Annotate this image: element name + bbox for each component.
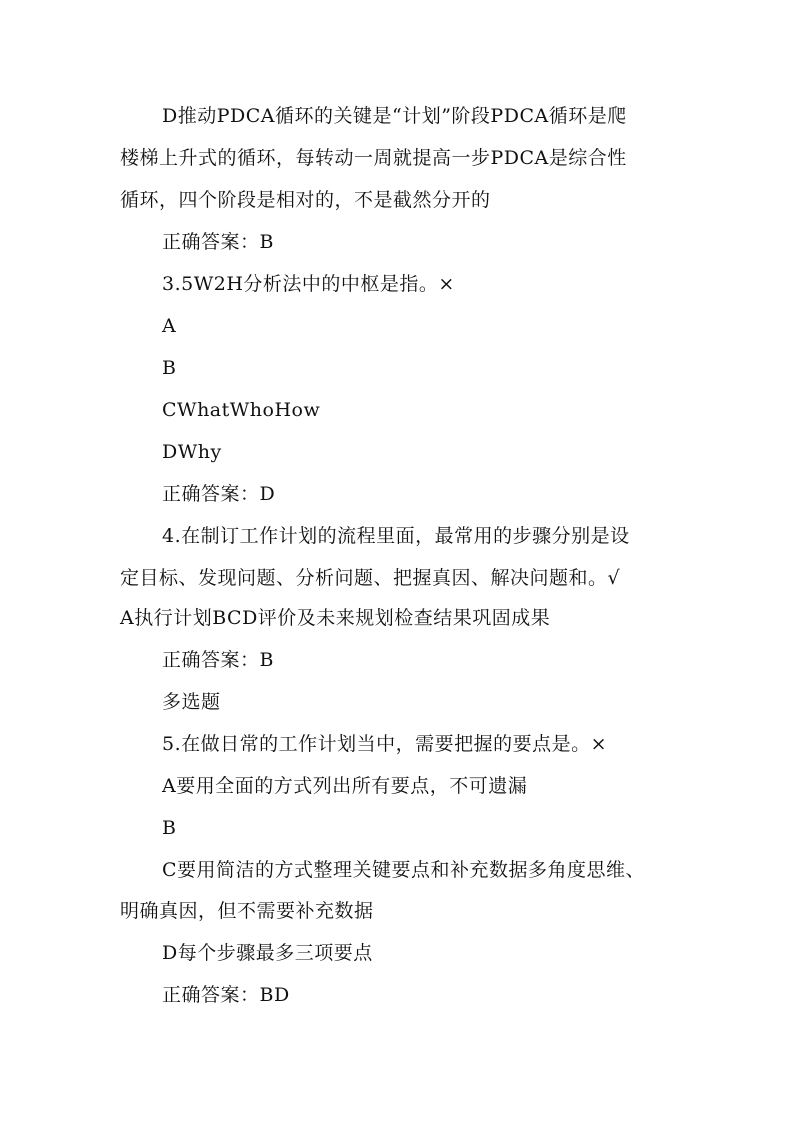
option-d-line-1: D推动PDCA循环的关键是“计划”阶段PDCA循环是爬: [162, 105, 627, 127]
answer-q2: 正确答案：B: [162, 231, 274, 253]
q3-option-b: B: [162, 357, 177, 379]
question-3: 3.5W2H分析法中的中枢是指。×: [162, 273, 455, 295]
q5-option-b: B: [162, 817, 177, 839]
section-heading-multiple-choice: 多选题: [162, 691, 221, 713]
q4-options: A执行计划BCD评价及未来规划检查结果巩固成果: [120, 607, 551, 629]
answer-q5: 正确答案：BD: [162, 984, 290, 1006]
question-4-line-1: 4.在制订工作计划的流程里面，最常用的步骤分别是设: [162, 525, 630, 547]
option-d-line-3: 循环，四个阶段是相对的，不是截然分开的: [120, 189, 491, 211]
option-d-line-2: 楼梯上升式的循环，每转动一周就提高一步PDCA是综合性: [120, 147, 627, 169]
q3-option-d: DWhy: [162, 441, 222, 463]
q5-option-a: A要用全面的方式列出所有要点，不可遗漏: [162, 775, 528, 797]
question-4-line-2: 定目标、发现问题、分析问题、把握真因、解决问题和。√: [120, 567, 621, 589]
q3-option-c: CWhatWhoHow: [162, 399, 321, 421]
q5-option-c-line-2: 明确真因，但不需要补充数据: [120, 900, 374, 922]
answer-q3: 正确答案：D: [162, 483, 276, 505]
q5-option-d: D每个步骤最多三项要点: [162, 942, 373, 964]
q3-option-a: A: [162, 315, 177, 337]
question-5: 5.在做日常的工作计划当中，需要把握的要点是。×: [162, 733, 608, 755]
q5-option-c-line-1: C要用简洁的方式整理关键要点和补充数据多角度思维、: [162, 859, 646, 881]
answer-q4: 正确答案：B: [162, 649, 274, 671]
